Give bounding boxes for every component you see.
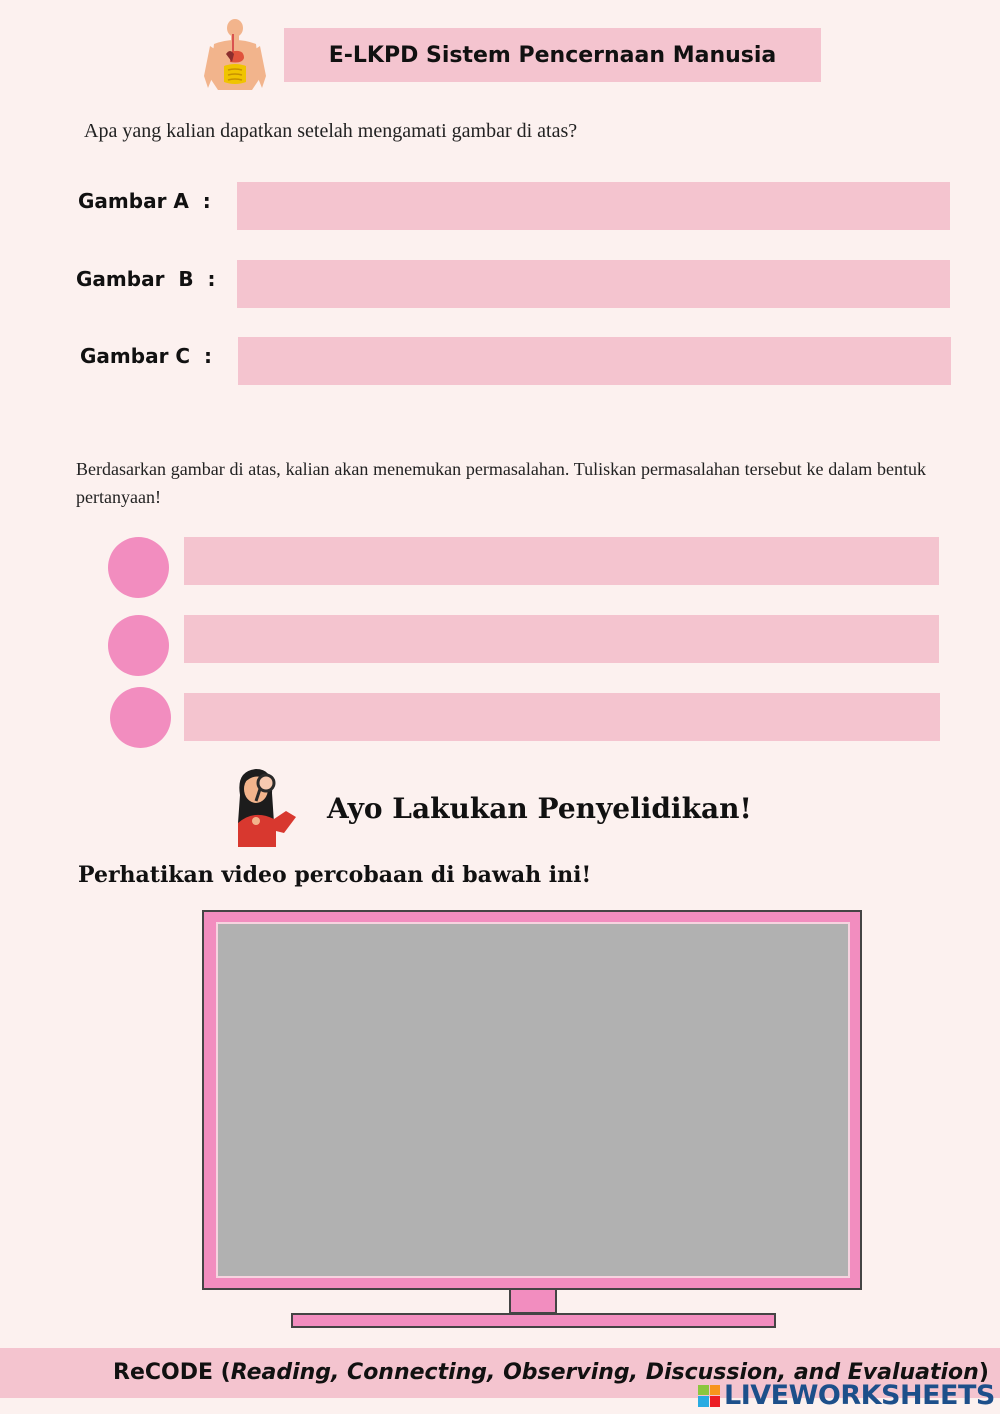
monitor-neck — [509, 1290, 557, 1314]
footer-italic: Reading, Connecting, Observing, Discussion, and Evaluation — [230, 1360, 979, 1385]
footer-suffix: ) — [978, 1360, 989, 1385]
label-gambar-c: Gambar C : — [80, 344, 212, 368]
problem-instruction: Berdasarkan gambar di atas, kalian akan menemukan permasalahan. Tuliskan permasalahan tersebut ke dalam bentuk pertanyaan! — [76, 459, 926, 507]
video-monitor-frame — [202, 910, 862, 1290]
answer-field-gambar-c[interactable] — [238, 337, 951, 385]
bullet-circle-icon — [110, 687, 171, 748]
answer-field-gambar-b[interactable] — [237, 260, 950, 308]
label-gambar-a: Gambar A : — [78, 189, 211, 213]
observation-question: Apa yang kalian dapatkan setelah mengamati gambar di atas? — [84, 120, 578, 142]
label-gambar-b: Gambar B : — [76, 267, 216, 291]
page-title: E-LKPD Sistem Pencernaan Manusia — [284, 28, 821, 82]
footer-prefix: ReCODE ( — [113, 1360, 231, 1385]
liveworksheets-brand-text: LIVEWORKSHEETS — [724, 1380, 995, 1411]
liveworksheets-brand[interactable] — [698, 1380, 995, 1411]
bullet-circle-icon — [108, 615, 169, 676]
video-player[interactable] — [216, 922, 850, 1278]
monitor-base — [291, 1313, 776, 1328]
question-field-1[interactable] — [184, 537, 939, 585]
video-instruction: Perhatikan video percobaan di bawah ini! — [78, 862, 592, 888]
magnifying-glass-investigator-icon — [230, 765, 302, 847]
question-field-3[interactable] — [184, 693, 940, 741]
question-field-2[interactable] — [184, 615, 939, 663]
liveworksheets-logo-icon — [698, 1385, 720, 1407]
digestive-system-icon — [200, 18, 270, 92]
investigation-heading: Ayo Lakukan Penyelidikan! — [327, 792, 752, 825]
bullet-circle-icon — [108, 537, 169, 598]
answer-field-gambar-a[interactable] — [237, 182, 950, 230]
